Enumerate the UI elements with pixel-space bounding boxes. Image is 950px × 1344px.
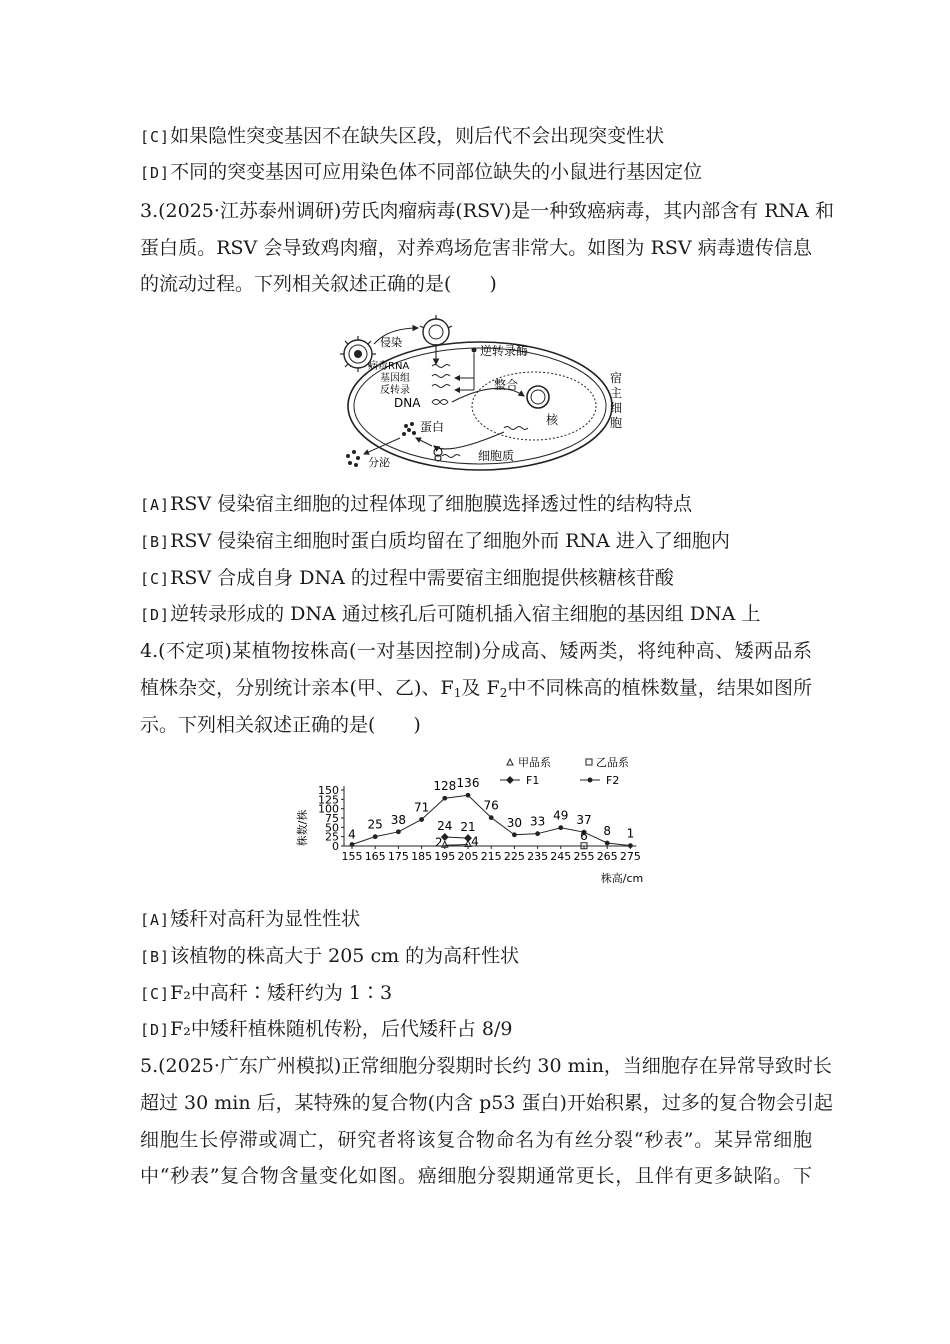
x-tick-label: 195	[434, 850, 456, 863]
legend	[500, 755, 629, 787]
entering-virus	[420, 315, 452, 345]
q3-stem-line-2: 蛋白质。RSV 会导致鸡肉瘤，对养鸡场危害非常大。如图为 RSV 病毒遗传信息	[140, 237, 812, 259]
f2-data-label: 30	[506, 815, 523, 830]
protein-dots	[402, 422, 416, 436]
option-tag: [D]	[140, 1021, 171, 1039]
f2-point	[419, 817, 424, 822]
q3-stem-line-3: 的流动过程。下列相关叙述正确的是( )	[140, 273, 497, 295]
f2-data-label: 25	[367, 817, 383, 832]
y-tick-label: 150	[318, 784, 339, 797]
q5-line-3: 细胞生长停滞或凋亡，研究者将该复合物命名为有丝分裂“秒表”。某异常细胞	[140, 1129, 812, 1151]
f2-point	[535, 831, 540, 836]
legend-diamond-icon	[506, 776, 514, 784]
q3-option-c	[140, 566, 812, 591]
y-tick-label: 125	[318, 793, 339, 807]
nucleus-circle	[527, 386, 549, 408]
option-tag: [B]	[140, 948, 171, 966]
q4-option-a	[140, 907, 812, 932]
x-tick-label: 215	[480, 850, 502, 863]
f2-data-label: 71	[413, 800, 430, 815]
x-tick-label: 235	[527, 850, 549, 863]
q4-stem-part-b: 及 F	[461, 677, 500, 699]
q2-option-c	[140, 124, 812, 149]
y-tick-label: 75	[325, 812, 339, 825]
option-tag: [D]	[140, 164, 171, 182]
label-secrete: 分泌	[368, 456, 390, 469]
x-tick-label: 185	[411, 850, 433, 863]
x-tick-label: 175	[387, 850, 409, 863]
secreted-dots	[346, 450, 360, 467]
q4-stem-part-a: 植株杂交，分别统计亲本(甲、乙)、F	[140, 677, 454, 699]
q4-option-b	[140, 944, 812, 969]
f2-point	[466, 793, 471, 798]
label-host-4: 胞	[610, 416, 623, 430]
option-text: 不同的突变基因可应用染色体不同部位缺失的小鼠进行基因定位	[170, 161, 703, 183]
q3-stem-line-1: 3.(2025·江苏泰州调研)劳氏肉瘤病毒(RSV)是一种致癌病毒，其内部含有 RNA 和	[140, 200, 834, 222]
option-text: F₂中高秆∶矮秆约为 1∶3	[170, 982, 393, 1004]
x-tick-label: 205	[457, 850, 479, 863]
f1-data-label: 24	[437, 819, 453, 834]
option-text: 矮秆对高秆为显性性状	[170, 908, 361, 930]
f2-point	[350, 842, 355, 847]
subscript-1: 1	[453, 686, 462, 700]
label-cytoplasm: 细胞质	[478, 449, 515, 463]
option-text: RSV 侵染宿主细胞时蛋白质均留在了细胞外而 RNA 进入了细胞内	[170, 530, 730, 552]
f2-point	[628, 843, 633, 848]
label-genome: 基因组	[380, 373, 410, 384]
label-host-1: 宿	[610, 371, 623, 385]
q3-option-b	[140, 529, 812, 554]
chart-axes	[318, 784, 641, 863]
legend-f2: F2	[606, 774, 620, 787]
label-integrate: 整合	[494, 378, 519, 392]
nucleus-region	[472, 372, 596, 440]
label-host-3: 细	[610, 401, 623, 415]
legend-f1: F1	[526, 774, 540, 787]
q5-line-1: 5.(2025·广东广州模拟)正常细胞分裂期时长约 30 min，当细胞存在异常导致时长	[140, 1055, 832, 1077]
legend-dot-icon	[588, 778, 593, 783]
y-tick-label: 25	[325, 830, 339, 844]
option-text: RSV 合成自身 DNA 的过程中需要宿主细胞提供核糖核苷酸	[170, 567, 674, 589]
label-reverse-trans: 反转录	[380, 385, 410, 396]
y-tick-label: 50	[325, 821, 339, 835]
f2-point	[396, 829, 401, 834]
q4-option-c	[140, 981, 812, 1006]
legend-jia: 甲品系	[518, 756, 551, 769]
q3-option-d	[140, 602, 812, 627]
q4-option-d	[140, 1017, 812, 1042]
f2-point	[373, 834, 378, 839]
f2-point	[558, 825, 563, 830]
f2-data-label: 49	[553, 808, 569, 823]
f2-data-label: 136	[456, 776, 480, 791]
f2-data-label: 1	[626, 826, 635, 841]
q2-option-d	[140, 160, 812, 185]
x-axis-label: 株高/cm	[600, 872, 644, 885]
f2-data-label: 128	[433, 779, 457, 794]
chart-marks	[348, 776, 634, 849]
f2-data-label: 37	[576, 813, 592, 828]
label-host-2: 主	[610, 386, 623, 400]
option-text: 如果隐性突变基因不在缺失区段，则后代不会出现突变性状	[170, 125, 665, 147]
x-tick-label: 225	[503, 850, 525, 863]
legend-triangle-icon	[507, 759, 513, 765]
y-axis-label: 株数/株	[296, 809, 309, 847]
x-tick-label: 265	[596, 850, 618, 863]
jia-line	[445, 845, 468, 846]
option-text: 逆转录形成的 DNA 通过核孔后可随机插入宿主细胞的基因组 DNA 上	[170, 603, 761, 625]
f2-point	[489, 815, 494, 820]
f2-data-label: 4	[348, 827, 356, 842]
f2-point	[442, 796, 447, 801]
jia-data-label: 2	[434, 835, 443, 850]
ribosome-icon	[434, 448, 460, 461]
label-nucleus: 核	[546, 413, 559, 427]
option-tag: [D]	[140, 606, 171, 624]
q4-stem-line-2	[140, 676, 812, 700]
nucleolus	[531, 390, 545, 404]
q5-line-2: 超过 30 min 后，某特殊的复合物(内含 p53 蛋白)开始积累，过多的复合物会引起	[140, 1092, 833, 1114]
x-tick-label: 255	[573, 850, 595, 863]
y-tick-label: 0	[332, 840, 339, 853]
option-tag: [C]	[140, 128, 171, 146]
f2-data-label: 76	[483, 798, 499, 813]
x-tick-label: 275	[619, 850, 641, 863]
option-tag: [A]	[140, 911, 171, 929]
option-tag: [B]	[140, 533, 171, 551]
option-text: RSV 侵染宿主细胞的过程体现了细胞膜选择透过性的结构特点	[170, 493, 693, 515]
f2-data-label: 38	[390, 812, 407, 827]
f2-data-label: 8	[603, 824, 612, 839]
x-tick-label: 245	[550, 850, 572, 863]
label-protein: 蛋白	[420, 420, 445, 434]
subscript-2: 2	[499, 686, 508, 700]
q4-stem-line-3: 示。下列相关叙述正确的是( )	[140, 714, 421, 736]
yi-data-label: 6	[580, 828, 588, 843]
q5-line-4: 中“秒表”复合物含量变化如图。癌细胞分裂期通常更长，且伴有更多缺陷。下	[140, 1165, 812, 1187]
label-dna: DNA	[394, 396, 421, 410]
f1-data-label: 21	[460, 820, 476, 835]
x-tick-label: 155	[341, 850, 363, 863]
q3-option-a	[140, 492, 812, 517]
label-virus-rna: 病毒RNA	[368, 361, 410, 372]
f2-point	[512, 832, 517, 837]
q4-stem-line-1: 4.(不定项)某植物按株高(一对基因控制)分成高、矮两类，将纯种高、矮两品系	[140, 640, 812, 662]
plant-height-chart	[290, 748, 680, 890]
legend-yi: 乙品系	[596, 756, 629, 769]
x-tick-label: 165	[364, 850, 386, 863]
label-reverse-enzyme: 逆转录酶	[480, 344, 529, 358]
option-text: 该植物的株高大于 205 cm 的为高秆性状	[170, 945, 520, 967]
q4-stem-part-c: 中不同株高的植株数量，结果如图所	[507, 677, 812, 699]
f2-data-label: 33	[529, 814, 546, 829]
option-tag: [A]	[140, 496, 171, 514]
option-tag: [C]	[140, 985, 171, 1003]
rsv-diagram	[328, 306, 628, 474]
option-text: F₂中矮秆植株随机传粉，后代矮秆占 8/9	[170, 1018, 513, 1040]
f2-point	[605, 841, 610, 846]
y-tick-label: 100	[318, 802, 339, 816]
option-tag: [C]	[140, 570, 171, 588]
label-infect: 侵染	[380, 336, 402, 349]
legend-square-icon	[586, 759, 592, 765]
jia-data-label: 4	[471, 834, 479, 849]
